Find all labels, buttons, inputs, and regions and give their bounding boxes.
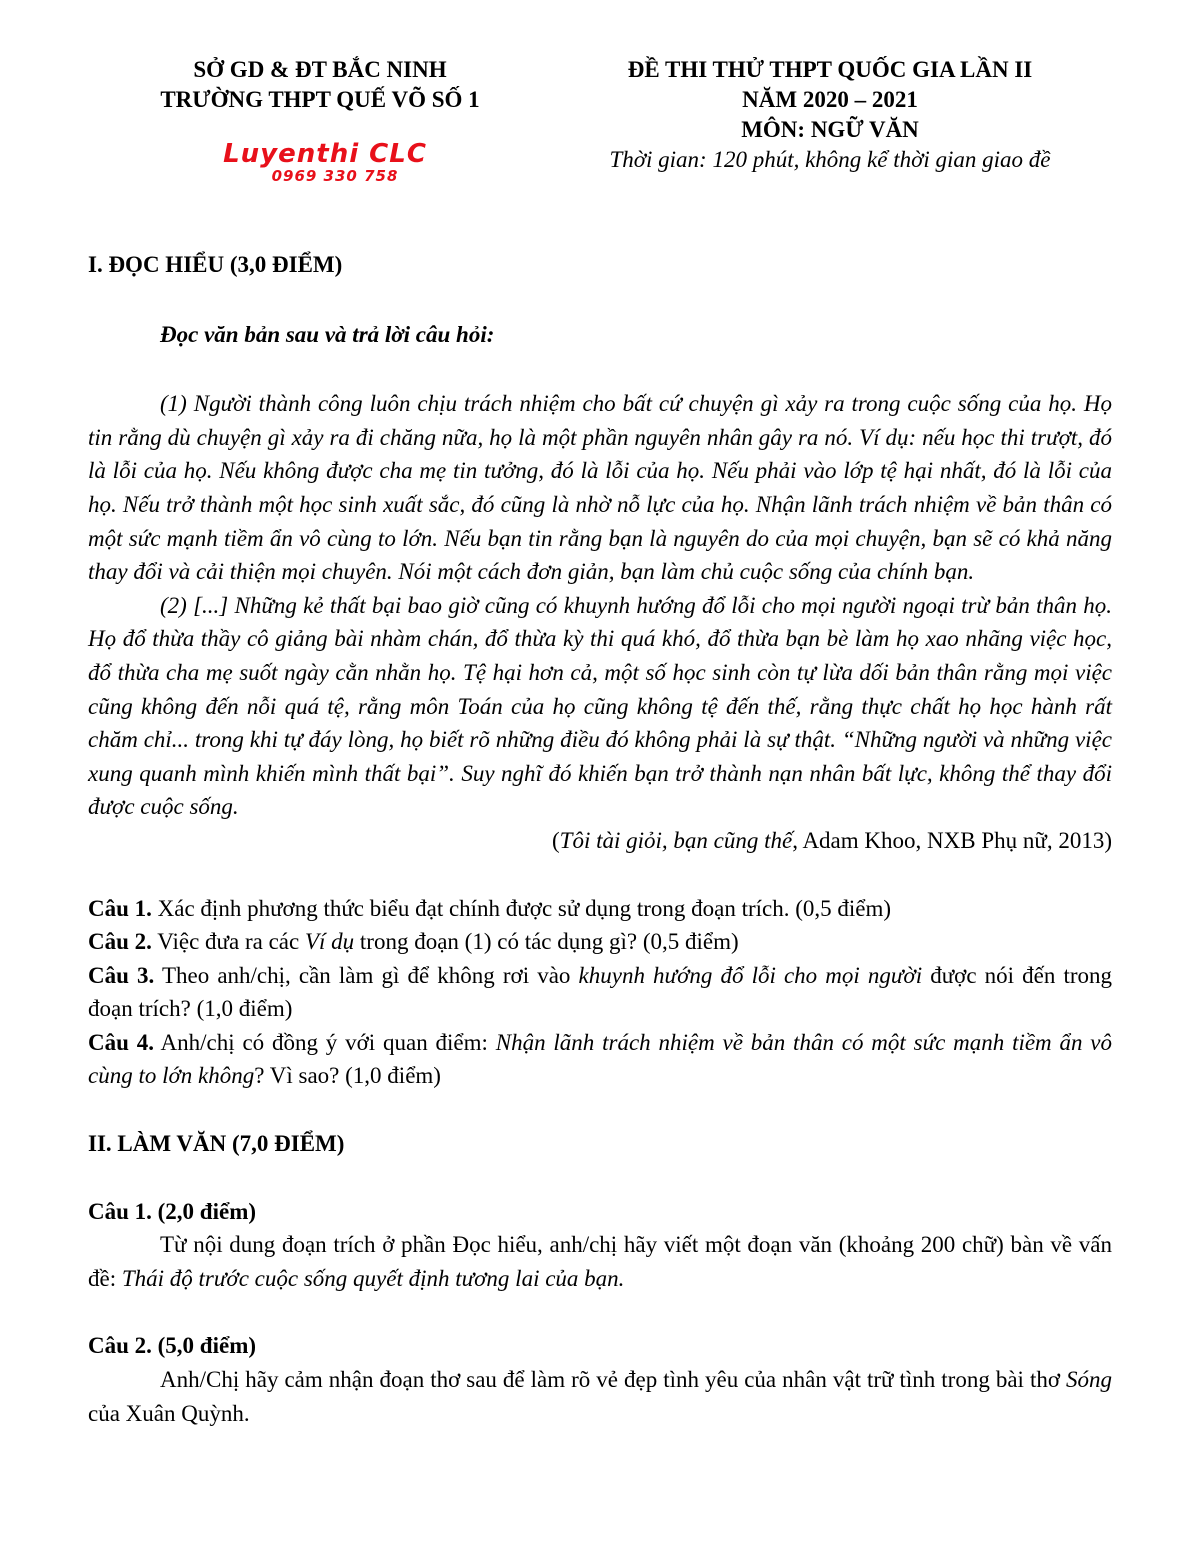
- question-4-emphasis: Nhận lãnh trách nhiệm về bản thân có một sức mạnh tiềm ẩn vô cùng to lớn không: [88, 1029, 1113, 1089]
- writing-question-2-text: Anh/Chị hãy cảm nhận đoạn thơ sau để làm rõ vẻ đẹp tình yêu của nhân vật trữ tình trong bài thơ: [160, 1367, 1066, 1393]
- source-title: Tôi tài giỏi, bạn cũng thế: [559, 827, 793, 853]
- source-rest: , Adam Khoo, NXB Phụ nữ, 2013): [792, 827, 1112, 853]
- passage-source: [88, 824, 1112, 858]
- question-4: [88, 1026, 1112, 1093]
- section-reading-title: I. ĐỌC HIỂU (3,0 ĐIỂM): [88, 252, 343, 277]
- question-3-pre: Theo anh/chị, cần làm gì để không rơi vào: [154, 962, 579, 988]
- reading-questions: [88, 892, 1112, 1094]
- writing-question-1-text: Từ nội dung đoạn trích ở phần Đọc hiểu, anh/chị hãy viết một đoạn văn (khoảng 200 chữ) bàn về vấn đề:: [88, 1232, 1112, 1291]
- exam-subject: MÔN: NGỮ VĂN: [741, 117, 919, 142]
- writing-question-1-topic: Thái độ trước cuộc sống quyết định tương lai của bạn.: [121, 1265, 625, 1291]
- writing-question-2-title: Câu 2. (5,0 điểm): [88, 1333, 257, 1359]
- question-1-text: Xác định phương thức biểu đạt chính được sử dụng trong đoạn trích. (0,5 điểm): [151, 895, 892, 921]
- question-4-post: ? Vì sao? (1,0 điểm): [254, 1063, 441, 1089]
- question-3-label: Câu 3.: [88, 962, 155, 988]
- question-4-label: Câu 4.: [88, 1029, 154, 1055]
- writing-question-1-title: Câu 1. (2,0 điểm): [88, 1198, 257, 1224]
- exam-title: ĐỀ THI THỬ THPT QUỐC GIA LẦN II: [627, 57, 1033, 82]
- question-1: [88, 892, 1112, 926]
- question-3: [88, 959, 1112, 1026]
- department-name: SỞ GD & ĐT BẮC NINH: [193, 57, 447, 82]
- question-2-pre: Việc đưa ra các: [151, 929, 305, 955]
- question-3-post: được nói đến trong đoạn trích? (1,0 điểm): [88, 962, 1112, 1022]
- exam-header: [560, 55, 1100, 175]
- writing-question-2-body: [88, 1363, 1112, 1430]
- logo-name: Luyenthi CLC: [223, 139, 427, 169]
- question-1-label: Câu 1.: [88, 895, 152, 921]
- exam-year: NĂM 2020 – 2021: [742, 87, 918, 112]
- question-3-emphasis: khuynh hướng đổ lỗi cho mọi người: [578, 962, 923, 988]
- school-name: TRƯỜNG THPT QUẾ VÕ SỐ 1: [160, 87, 480, 112]
- question-2-emphasis: Ví dụ: [304, 929, 355, 955]
- exam-time: Thời gian: 120 phút, không kể thời gian giao đề: [609, 147, 1051, 172]
- writing-question-2-author: của Xuân Quỳnh.: [88, 1400, 250, 1426]
- reading-instruction: Đọc văn bản sau và trả lời câu hỏi:: [160, 321, 495, 347]
- passage-paragraph-1: (1) Người thành công luôn chịu trách nhiệm cho bất cứ chuyện gì xảy ra trong cuộc sống của họ. Họ tin rằng dù chuyện gì xảy ra đi chăng nữa, họ là một phần nguyên nhân gây ra nó. Ví dụ: nếu học thi trượt, đó là lỗi của họ. Nếu không được cha mẹ tin tưởng, đó là lỗi của họ. Nếu phải vào lớp tệ hại nhất, đó là lỗi của họ. Nếu trở thành một học sinh xuất sắc, đó cũng là nhờ nỗ lực của họ. Nhận lãnh trách nhiệm về bản thân có một sức mạnh tiềm ẩn vô cùng to lớn. Nếu bạn tin rằng bạn là nguyên do của mọi chuyện, bạn sẽ có khả năng thay đổi và cải thiện mọi chuyên. Nói một cách đơn giản, bạn làm chủ cuộc sống của chính bạn.: [88, 391, 1112, 585]
- section-writing-title: II. LÀM VĂN (7,0 ĐIỂM): [88, 1131, 345, 1157]
- luyenthi-logo: [210, 140, 440, 184]
- source-open: (: [551, 827, 560, 853]
- logo-phone: 0969 330 758: [271, 167, 399, 185]
- exam-content: [88, 248, 1112, 1430]
- question-2-post: trong đoạn (1) có tác dụng gì? (0,5 điểm): [354, 929, 739, 955]
- question-2-label: Câu 2.: [88, 929, 152, 955]
- question-4-pre: Anh/chị có đồng ý với quan điểm:: [153, 1029, 496, 1055]
- writing-question-1-body: [88, 1228, 1112, 1295]
- poem-title: Sóng: [1066, 1367, 1112, 1393]
- school-header: [110, 55, 530, 115]
- passage-paragraph-2: (2) [...] Những kẻ thất bại bao giờ cũng có khuynh hướng đổ lỗi cho mọi người ngoại trừ bản thân họ. Họ đổ thừa thầy cô giảng bài nhàm chán, đổ thừa kỳ thi quá khó, đổ thừa bạn bè làm họ xao nhãng việc học, đổ thừa cha mẹ suốt ngày cằn nhằn họ. Tệ hại hơn cả, một số học sinh còn tự lừa dối bản thân rằng mọi việc cũng không đến nỗi quá tệ, rằng môn Toán của họ cũng không tệ đến thế, rằng thực chất họ học hành rất chăm chỉ... trong khi tự đáy lòng, họ biết rõ những điều đó không phải là sự thật. “Những người và những việc xung quanh mình khiến mình thất bại”. Suy nghĩ đó khiến bạn trở thành nạn nhân bất lực, không thể thay đổi được cuộc sống.: [88, 592, 1112, 820]
- question-2: [88, 925, 1112, 959]
